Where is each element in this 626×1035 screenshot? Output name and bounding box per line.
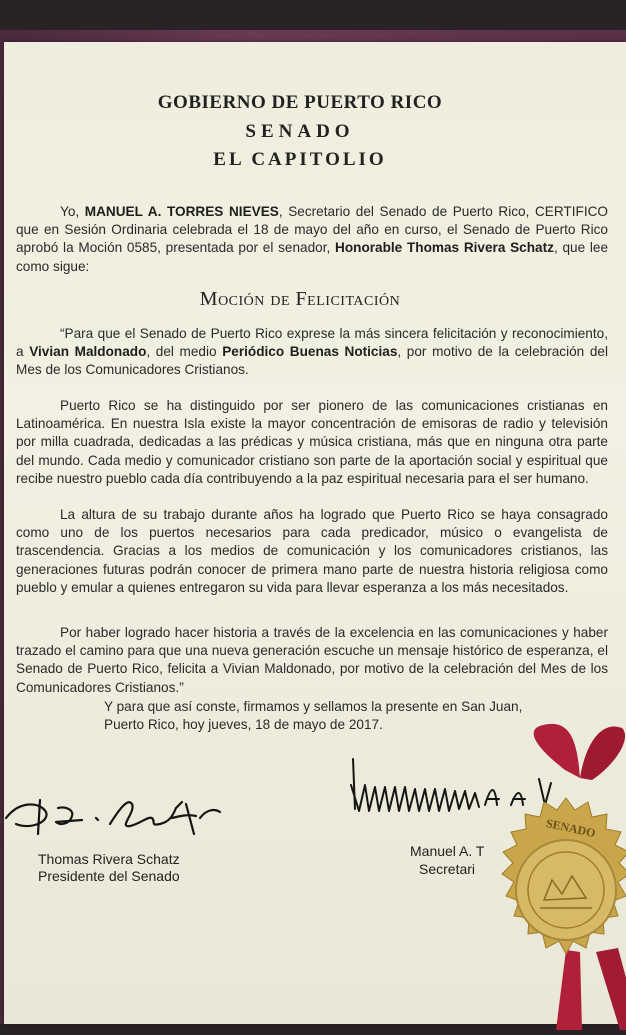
senate-seal bbox=[470, 720, 626, 1030]
president-signature bbox=[0, 778, 240, 848]
president-name: Thomas Rivera Schatz bbox=[38, 851, 180, 867]
capitol-heading: EL CAPITOLIO bbox=[213, 149, 387, 170]
intro-text-a: Yo, bbox=[60, 204, 85, 219]
senator-name: Honorable Thomas Rivera Schatz bbox=[335, 240, 554, 256]
president-title: Presidente del Senado bbox=[38, 868, 180, 884]
intro-paragraph bbox=[16, 203, 608, 276]
senate-heading: SENADO bbox=[245, 121, 355, 142]
media-outlet-name: Periódico Buenas Noticias bbox=[222, 344, 398, 360]
secretary-title: Secretari bbox=[419, 861, 476, 877]
government-heading: GOBIERNO DE PUERTO RICO bbox=[157, 92, 443, 113]
seal-ribbon-and-foil bbox=[470, 720, 626, 1030]
paragraph-4: Por haber logrado hacer historia a través de la excelencia en las comunicaciones y haber trazado el camino para que una nueva generación escuche un mensaje histórico de esperanza, el Senado de Puerto Rico, felicita a Vivian Maldonado, por motivo de la celebración del Mes de los Comunicadores Cristianos.” bbox=[16, 625, 608, 695]
paragraph-3: La altura de su trabajo durante años ha logrado que Puerto Rico se haya consagrado como uno de los puertos necesarios para cada predicador, músico o evangelista de trascendencia. Gracias a los medios de comunicación y los comunicadores cristianos, las generaciones futuras podrán conocer de primera mano parte de nuestra historia religiosa como pueblo y emular a quienes entregaron su vida para llevar esperanza a los más necesitados. bbox=[16, 507, 608, 595]
p1-text-a: “Para que el Senado de Puerto Rico exprese la más sincera felicitación y reconocimiento, a bbox=[16, 326, 608, 360]
motion-title: Moción de Felicitación bbox=[199, 288, 401, 310]
secretary-name: MANUEL A. TORRES NIEVES bbox=[84, 204, 279, 219]
p1-text-c: , por motivo de la celebración del Mes de los Comunicadores Cristianos. bbox=[16, 344, 608, 378]
seal-text: SENADO bbox=[544, 816, 597, 841]
intro-text-b: , Secretario del Senado de Puerto Rico, CERTIFICO que en Sesión Ordinaria celebrada el 18 de mayo del año en curso, el Senado de Puerto Rico aprobó la Moción 0585, presentada por el senador, bbox=[16, 204, 608, 256]
p1-text-b: , del medio bbox=[146, 344, 223, 360]
closing-line-2: Puerto Rico, hoy jueves, 18 de mayo de 2017. bbox=[104, 717, 383, 732]
paragraph-1 bbox=[16, 325, 608, 380]
closing-line-1: Y para que así conste, firmamos y sellamos la presente en San Juan, bbox=[104, 699, 523, 714]
paragraph-2: Puerto Rico se ha distinguido por ser pionero de las comunicaciones cristianas en Latinoamérica. En nuestra Isla existe la mayor concentración de emisoras de radio y televisión por milla cuadrada, dedicadas a las prédicas y música cristiana, más que en ninguna otra parte del mundo. Cada medio y comunicador cristiano son parte de la aportación social y espiritual que recibe nuestro pueblo cada día contribuyendo a la paz espiritual necesaria para el ser humano. bbox=[16, 398, 608, 486]
intro-text-c: , que lee como sigue: bbox=[16, 240, 609, 274]
honoree-name: Vivian Maldonado bbox=[29, 344, 147, 360]
secretary-name-sig: Manuel A. T bbox=[410, 843, 485, 859]
